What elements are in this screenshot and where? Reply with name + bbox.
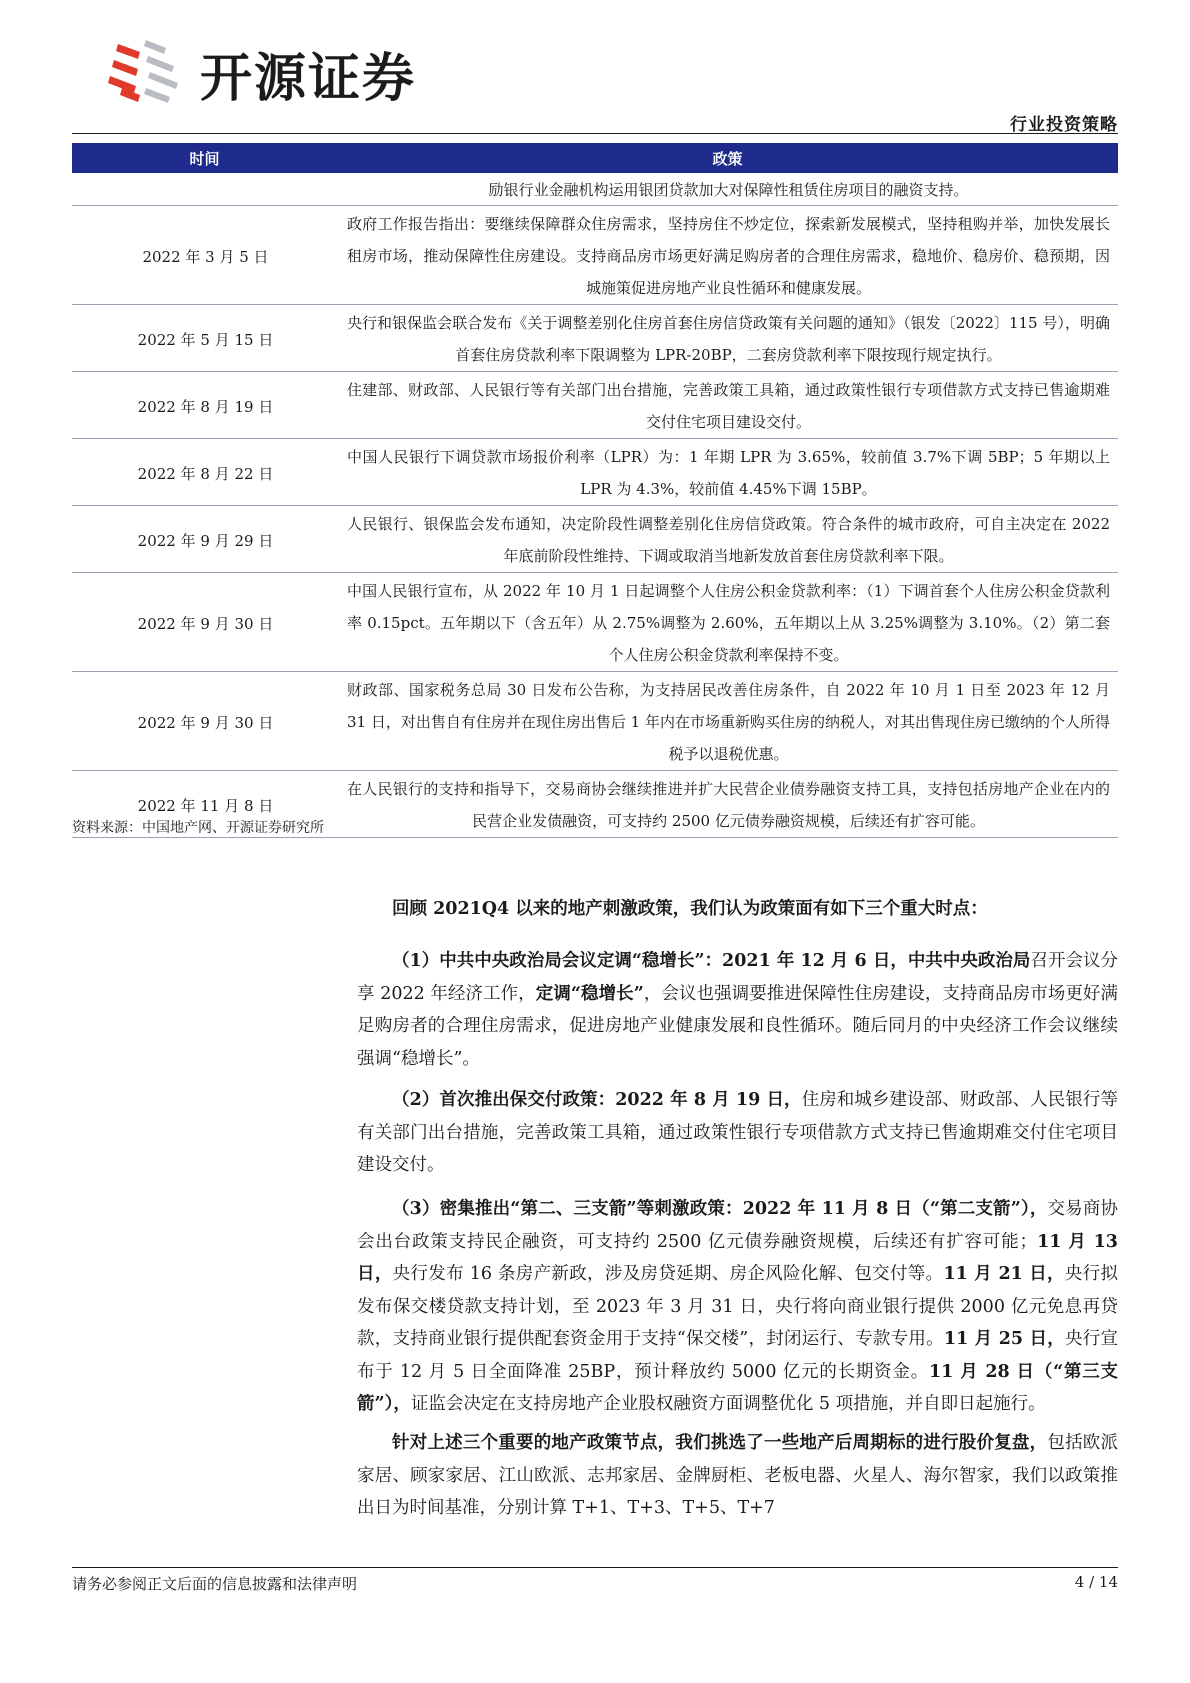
- para-text: 包括欧派家居、顾家家居、江山欧派、志邦家居、金牌厨柜、老板电器、火星人、海尔智家，我们以政策推出日为时间基准，分别计算 T+1、T+3、T+5、T+7: [357, 1433, 1119, 1518]
- para-text: 证监会决定在支持房地产企业股权融资方面调整优化 5 项措施，并自即日起施行。: [410, 1394, 1046, 1414]
- table-row: [72, 305, 1118, 372]
- table-cell-time: 2022 年 11 月 8 日: [72, 771, 337, 838]
- table-cell-time: 2022 年 5 月 15 日: [72, 305, 337, 372]
- table-cell-policy: 中国人民银行下调贷款市场报价利率（LPR）为：1 年期 LPR 为 3.65%，较前值 3.7%下调 5BP；5 年期以上 LPR 为 4.3%，较前值 4.45%下调 15BP。: [337, 439, 1118, 506]
- table-row: [72, 506, 1118, 573]
- para-bold: 针对上述三个重要的地产政策节点，我们挑选了一些地产后周期标的进行股价复盘，: [392, 1433, 1048, 1453]
- table-row: [72, 672, 1118, 771]
- policy-table: [72, 143, 1118, 838]
- table-cell-time: [72, 173, 337, 206]
- para-bold: 11 月 28 日（“第三支箭”），: [357, 1361, 1118, 1414]
- table-row: [72, 372, 1118, 439]
- table-row: [72, 206, 1118, 305]
- brand-logo-icon: [100, 38, 190, 108]
- body-paragraph-intro: [357, 893, 1118, 926]
- table-cell-time: 2022 年 3 月 5 日: [72, 206, 337, 305]
- table-cell-policy: 政府工作报告指出：要继续保障群众住房需求，坚持房住不炒定位，探索新发展模式，坚持租购并举，加快发展长租房市场，推动保障性住房建设。支持商品房市场更好满足购房者的合理住房需求，稳地价、稳房价、稳预期，因城施策促进房地产业良性循环和健康发展。: [337, 206, 1118, 305]
- body-paragraph-3: [357, 1193, 1118, 1421]
- brand-name: 开源证券: [200, 48, 417, 109]
- body-paragraph-1: [357, 945, 1118, 1075]
- table-cell-policy: 住建部、财政部、人民银行等有关部门出台措施，完善政策工具箱，通过政策性银行专项借款方式支持已售逾期难交付住宅项目建设交付。: [337, 372, 1118, 439]
- para-text: 央行宣布于 12 月 5 日全面降准 25BP，预计释放约 5000 亿元的长期资金。: [357, 1329, 1119, 1382]
- header-policy: 政策: [337, 143, 1118, 173]
- report-type: 行业投资策略: [1010, 115, 1118, 135]
- page-number: 4 / 14: [1074, 1573, 1118, 1591]
- para-bold: （2）首次推出保交付政策：2022 年 8 月 19 日，: [392, 1090, 802, 1110]
- table-row: [72, 439, 1118, 506]
- table-cell-policy: 励银行业金融机构运用银团贷款加大对保障性租赁住房项目的融资支持。: [337, 173, 1118, 206]
- para-bold: （3）密集推出“第二、三支箭”等刺激政策：2022 年 11 月 8 日（“第二支箭”），: [392, 1199, 1048, 1219]
- para-text: ，会议也强调要推进保障性住房建设，支持商品房市场更好满足购房者的合理住房需求，促进房地产业健康发展和良性循环。随后同月的中央经济工作会议继续强调“稳增长”。: [357, 983, 1118, 1069]
- table-cell-time: 2022 年 9 月 30 日: [72, 573, 337, 672]
- body-paragraph-2: [357, 1084, 1118, 1182]
- para-bold: 11 月 21 日，: [943, 1264, 1065, 1284]
- table-cell-policy: 央行和银保监会联合发布《关于调整差别化住房首套住房信贷政策有关问题的通知》（银发〔2022〕115 号），明确首套住房贷款利率下限调整为 LPR-20BP，二套房贷款利率下限按现行规定执行。: [337, 305, 1118, 372]
- para-text: 央行发布 16 条房产新政，涉及房贷延期、房企风险化解、包交付等。: [392, 1264, 944, 1284]
- brand-logo: [100, 38, 416, 108]
- table-row-continuation: [72, 173, 1118, 206]
- header-time: 时间: [72, 143, 337, 173]
- para-text: 交易商协会出台政策支持民企融资，可支持约 2500 亿元债券融资规模，后续还有扩容可能；: [357, 1199, 1118, 1252]
- table-cell-policy: 财政部、国家税务总局 30 日发布公告称，为支持居民改善住房条件，自 2022 年 10 月 1 日至 2023 年 12 月 31 日，对出售自有住房并在现住房出售后 1 年内在市场重新购买住房的纳税人，对其出售现住房已缴纳的个人所得税予以退税优惠。: [337, 672, 1118, 771]
- table-header-row: [72, 143, 1118, 173]
- intro-text: 回顾 2021Q4 以来的地产刺激政策，我们认为政策面有如下三个重大时点：: [392, 899, 988, 919]
- para-text: 召开会议分享 2022 年经济工作，: [357, 951, 1119, 1004]
- para-text: 住房和城乡建设部、财政部、人民银行等有关部门出台措施，完善政策工具箱，通过政策性银行专项借款方式支持已售逾期难交付住宅项目建设交付。: [357, 1090, 1119, 1175]
- table-cell-time: 2022 年 9 月 30 日: [72, 672, 337, 771]
- para-bold: 定调“稳增长”: [535, 983, 644, 1004]
- footer-divider: [72, 1567, 1118, 1568]
- para-text: 央行拟发布保交楼贷款支持计划，至 2023 年 3 月 31 日，央行将向商业银行提供 2000 亿元免息再贷款，支持商业银行提供配套资金用于支持“保交楼”，封闭运行、专款专用。: [357, 1264, 1118, 1349]
- body-paragraph-4: [357, 1427, 1118, 1525]
- table-cell-time: 2022 年 8 月 19 日: [72, 372, 337, 439]
- table-source: 资料来源：中国地产网、开源证券研究所: [72, 820, 324, 836]
- header-divider: [72, 133, 1118, 134]
- footer-disclaimer: 请务必参阅正文后面的信息披露和法律声明: [72, 1575, 358, 1593]
- table-cell-policy: 中国人民银行宣布，从 2022 年 10 月 1 日起调整个人住房公积金贷款利率：（1）下调首套个人住房公积金贷款利率 0.15pct。五年期以下（含五年）从 2.75%调整为 2.60%，五年期以上从 3.25%调整为 3.10%。（2）第二套个人住房公积金贷款利率保持不变。: [337, 573, 1118, 672]
- table-cell-policy: 人民银行、银保监会发布通知，决定阶段性调整差别化住房信贷政策。符合条件的城市政府，可自主决定在 2022 年底前阶段性维持、下调或取消当地新发放首套住房贷款利率下限。: [337, 506, 1118, 573]
- para-bold: 11 月 25 日，: [943, 1329, 1065, 1349]
- para-bold: 11 月 13 日，: [357, 1231, 1118, 1284]
- para-bold: （1）中共中央政治局会议定调“稳增长”：2021 年 12 月 6 日，中共中央政治局: [392, 951, 1031, 971]
- table-cell-policy: 在人民银行的支持和指导下，交易商协会继续推进并扩大民营企业债券融资支持工具，支持包括房地产企业在内的民营企业发债融资，可支持约 2500 亿元债券融资规模，后续还有扩容可能。: [337, 771, 1118, 838]
- page-header: [72, 30, 1118, 134]
- table-cell-time: 2022 年 8 月 22 日: [72, 439, 337, 506]
- table-cell-time: 2022 年 9 月 29 日: [72, 506, 337, 573]
- table-row: [72, 573, 1118, 672]
